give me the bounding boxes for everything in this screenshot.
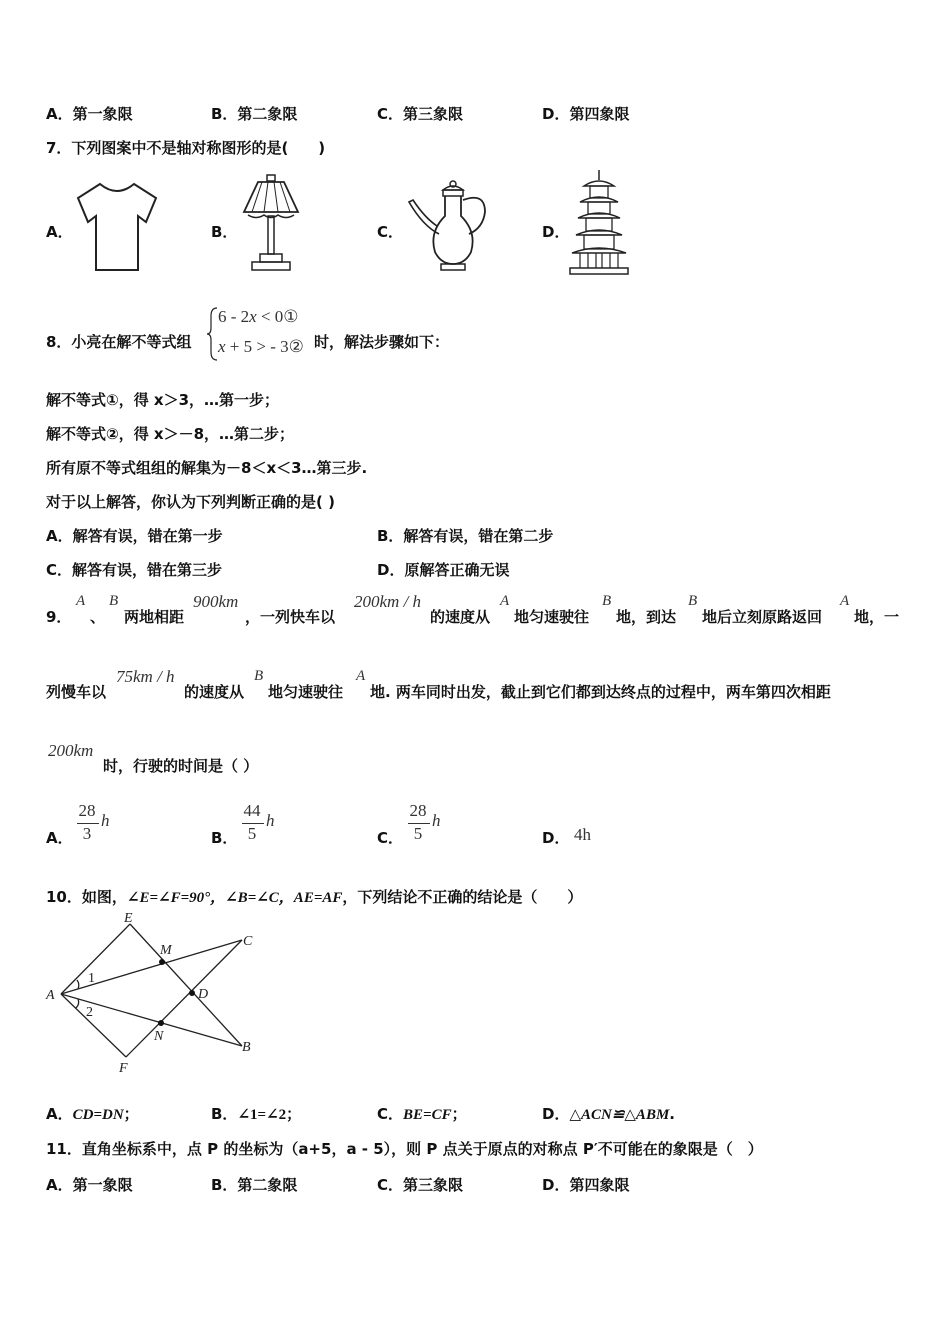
q9-point-b3: B xyxy=(688,593,698,609)
q9-a-denominator: 3 xyxy=(82,824,92,843)
q9-distance: 900km xyxy=(193,592,239,611)
q9-text-7: 地，一 xyxy=(854,608,900,626)
q8-step-2: 解不等式②，得 x＞－8，…第二步； xyxy=(46,425,295,443)
label-n: N xyxy=(154,1029,164,1044)
q8-option-c: C．解答有误，错在第三步 xyxy=(46,561,223,579)
q9-speed-fast: 200km / h xyxy=(354,592,422,611)
inequality-2: x + 5 > - 3② xyxy=(218,337,304,356)
q11-option-d: D．第四象限 xyxy=(542,1176,630,1194)
q8-stem-prefix: 8．小亮在解不等式组 xyxy=(46,333,192,351)
q9-c-denominator: 5 xyxy=(413,824,423,843)
lamp-icon xyxy=(240,172,302,276)
q9-text-1: 两地相距 xyxy=(124,608,185,626)
point-n xyxy=(158,1020,164,1026)
q11-stem: 11．直角坐标系中，点 P 的坐标为（a+5，a - 5），则 P 点关于原点的对称点 P′不可能在的象限是（ ） xyxy=(46,1140,763,1158)
q9-point-a4: A xyxy=(356,668,366,684)
pagoda-icon xyxy=(566,168,632,276)
label-angle-1: 1 xyxy=(88,971,95,986)
q7-label-d: D． xyxy=(542,223,570,241)
q9-speed-slow: 75km / h xyxy=(116,667,175,686)
t-shirt-icon xyxy=(74,180,160,275)
q9-distance-2: 200km xyxy=(48,741,94,760)
q9-text-2: ，一列快车以 xyxy=(245,608,336,626)
q9-point-b2: B xyxy=(602,593,612,609)
q9-text-3: 的速度从 xyxy=(430,608,491,626)
q9-text-6: 地后立刻原路返回 xyxy=(702,608,823,626)
teapot-icon xyxy=(405,178,491,274)
q9-sep: 、 xyxy=(90,608,106,626)
segment-eb xyxy=(130,924,242,1046)
q9-c-numerator: 28 xyxy=(409,801,427,820)
q8-option-b: B．解答有误，错在第二步 xyxy=(377,527,554,545)
q6-option-b: B．第二象限 xyxy=(211,105,298,123)
q8-option-a: A．解答有误，错在第一步 xyxy=(46,527,223,545)
q6-option-a: A．第一象限 xyxy=(46,105,133,123)
q8-stem-suffix: 时，解法步骤如下： xyxy=(314,333,450,351)
q9-a-unit: h xyxy=(101,811,110,830)
q9-point-b: B xyxy=(109,593,119,609)
q8-step-1: 解不等式①，得 x＞3，…第一步； xyxy=(46,391,280,409)
angle-1-arc xyxy=(77,980,79,989)
q6-option-d: D．第四象限 xyxy=(542,105,630,123)
q9-text-5: 地，到达 xyxy=(616,608,677,626)
q9-option-d-label: D． xyxy=(542,829,570,847)
label-e: E xyxy=(124,911,133,926)
q8-step-3: 所有原不等式组组的解集为－8＜x＜3…第三步. xyxy=(46,459,368,477)
q7-stem: 7．下列图案中不是轴对称图形的是( ) xyxy=(46,139,326,157)
q11-option-b: B．第二象限 xyxy=(211,1176,298,1194)
point-m xyxy=(159,959,165,965)
geometry-figure xyxy=(44,912,264,1078)
q10-option-c: C．BE=CF； xyxy=(377,1105,467,1123)
q9-point-a2: A xyxy=(500,593,510,609)
q10-condition: ∠E=∠F=90°，∠B=∠C，AE=AF xyxy=(126,890,343,906)
q11-option-c: C．第三象限 xyxy=(377,1176,464,1194)
q11-option-a: A．第一象限 xyxy=(46,1176,133,1194)
q9-b-denominator: 5 xyxy=(247,824,257,843)
q9-b-unit: h xyxy=(266,811,275,830)
label-d: D xyxy=(198,987,209,1002)
q8-option-d: D．原解答正确无误 xyxy=(377,561,510,579)
q8-question: 对于以上解答，你认为下列判断正确的是( ) xyxy=(46,493,335,511)
q10-option-a: A．CD=DN； xyxy=(46,1105,139,1123)
q9-option-b-label: B． xyxy=(211,829,238,847)
q9-text-11: 地. 两车同时出发，截止到它们都到达终点的过程中，两车第四次相距 xyxy=(370,683,831,701)
q9-text-8: 列慢车以 xyxy=(46,683,107,701)
q9-point-b4: B xyxy=(254,668,264,684)
q9-a-numerator: 28 xyxy=(78,801,96,820)
q9-option-d-value: 4h xyxy=(574,825,591,844)
q9-text-10: 地匀速驶往 xyxy=(268,683,344,701)
q9-b-numerator: 44 xyxy=(243,801,261,820)
label-angle-2: 2 xyxy=(86,1005,93,1020)
q10-number: 10．如图， xyxy=(46,888,127,906)
label-b: B xyxy=(242,1040,251,1055)
q6-option-c: C．第三象限 xyxy=(377,105,464,123)
q9-point-a: A xyxy=(76,593,86,609)
label-f: F xyxy=(119,1061,128,1076)
q9-text-9: 的速度从 xyxy=(184,683,245,701)
q9-option-a-label: A． xyxy=(46,829,73,847)
q9-c-unit: h xyxy=(432,811,441,830)
q9-point-a3: A xyxy=(840,593,850,609)
angle-2-arc xyxy=(76,999,79,1008)
q7-label-b: B． xyxy=(211,223,238,241)
label-c: C xyxy=(243,934,253,949)
q10-tail: ，下列结论不正确的结论是（ ） xyxy=(342,888,583,906)
inequality-1: 6 - 2x < 0① xyxy=(218,307,299,326)
q10-option-d: D．△ACN≌△ABM. xyxy=(542,1105,675,1123)
label-m: M xyxy=(160,943,172,958)
q9-text-12: 时，行驶的时间是（ ） xyxy=(103,757,259,775)
q10-stem xyxy=(46,886,582,907)
q9-number: 9． xyxy=(46,608,72,626)
q9-text-4: 地匀速驶往 xyxy=(514,608,590,626)
q7-label-c: C． xyxy=(377,223,404,241)
point-d xyxy=(189,990,195,996)
q10-option-b: B．∠1=∠2； xyxy=(211,1105,302,1123)
label-a: A xyxy=(46,988,55,1003)
q9-option-c-label: C． xyxy=(377,829,404,847)
q7-label-a: A． xyxy=(46,223,73,241)
